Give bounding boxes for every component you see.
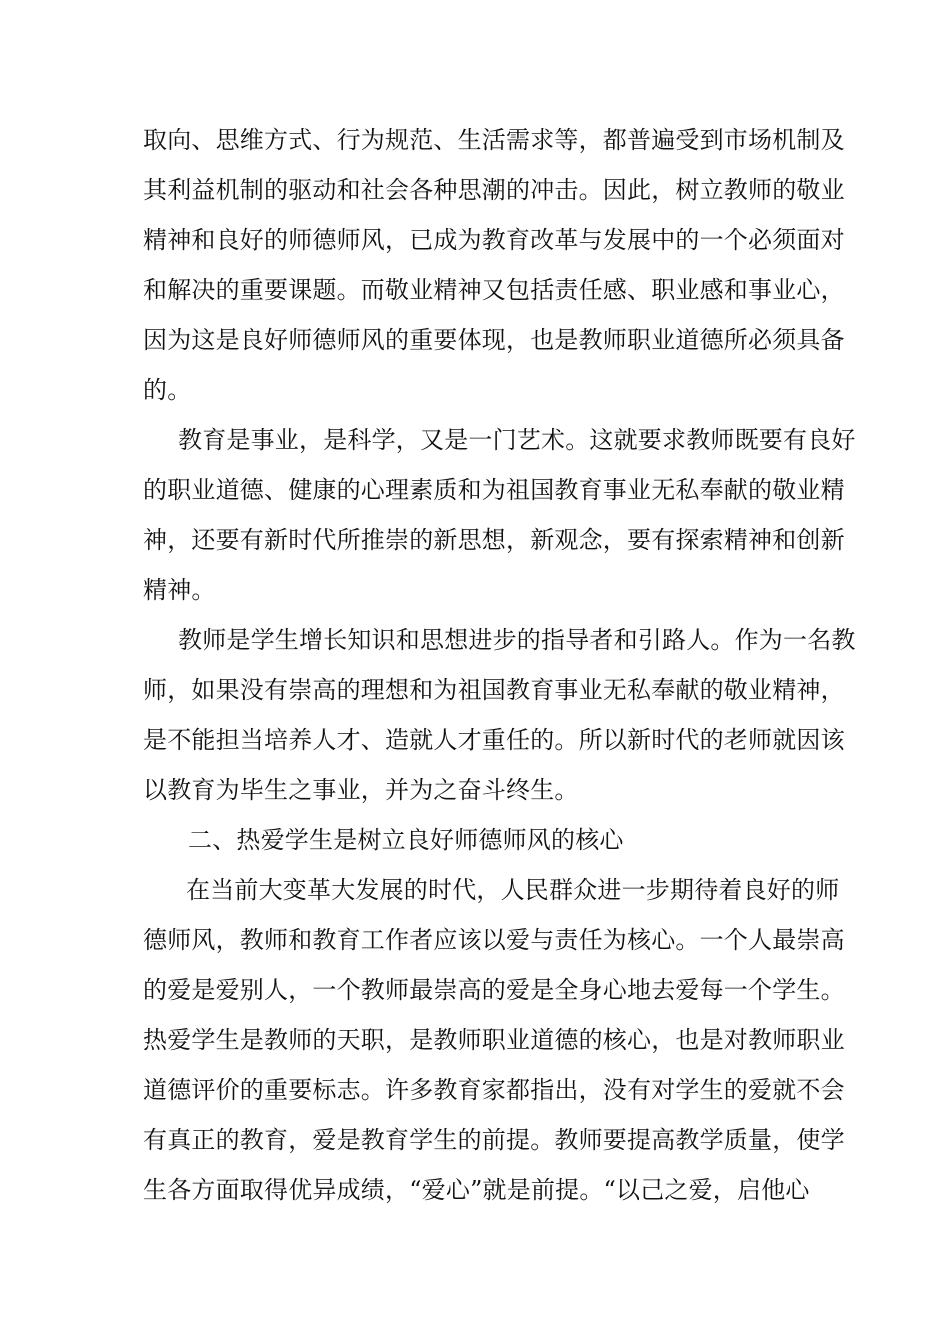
text-line: 德师风，教师和教育工作者应该以爱与责任为核心。一个人最崇高: [143, 926, 845, 954]
paragraph-first-line: 教育是事业，是科学，又是一门艺术。这就要求教师既要有良好: [178, 426, 856, 454]
text-line: 以教育为毕生之事业，并为之奋斗终生。: [143, 776, 579, 804]
text-line: 的爱是爱别人，一个教师最崇高的爱是全身心地去爱每一个学生。: [143, 976, 845, 1004]
text-line: 师，如果没有崇高的理想和为祖国教育事业无私奉献的敬业精神，: [143, 676, 845, 704]
text-line: 的。: [143, 376, 192, 404]
text-line: 精神和良好的师德师风，已成为教育改革与发展中的一个必须面对: [143, 226, 845, 254]
text-line: 神，还要有新时代所推崇的新思想，新观念，要有探索精神和创新: [143, 526, 845, 554]
text-line: 生各方面取得优异成绩，“爱心”就是前提。“以己之爱，启他心: [143, 1176, 810, 1204]
text-line: 有真正的教育，爱是教育学生的前提。教师要提高教学质量，使学: [143, 1126, 845, 1154]
paragraph-first-line: 在当前大变革大发展的时代，人民群众进一步期待着良好的师: [186, 876, 840, 904]
text-line: 是不能担当培养人才、造就人才重任的。所以新时代的老师就因该: [143, 726, 845, 754]
text-line: 和解决的重要课题。而敬业精神又包括责任感、职业感和事业心，: [143, 276, 845, 304]
text-line: 其利益机制的驱动和社会各种思潮的冲击。因此，树立教师的敬业: [143, 176, 845, 204]
text-line: 取向、思维方式、行为规范、生活需求等，都普遍受到市场机制及: [143, 126, 845, 154]
paragraph-first-line: 教师是学生增长知识和思想进步的指导者和引路人。作为一名教: [178, 626, 856, 654]
text-line: 的职业道德、健康的心理素质和为祖国教育事业无私奉献的敬业精: [143, 476, 845, 504]
text-line: 道德评价的重要标志。许多教育家都指出，没有对学生的爱就不会: [143, 1076, 845, 1104]
text-line: 热爱学生是教师的天职，是教师职业道德的核心，也是对教师职业: [143, 1026, 845, 1054]
text-line: 因为这是良好师德师风的重要体现，也是教师职业道德所必须具备: [143, 326, 845, 354]
section-heading: 二、热爱学生是树立良好师德师风的核心: [188, 826, 624, 854]
text-line: 精神。: [143, 576, 216, 604]
